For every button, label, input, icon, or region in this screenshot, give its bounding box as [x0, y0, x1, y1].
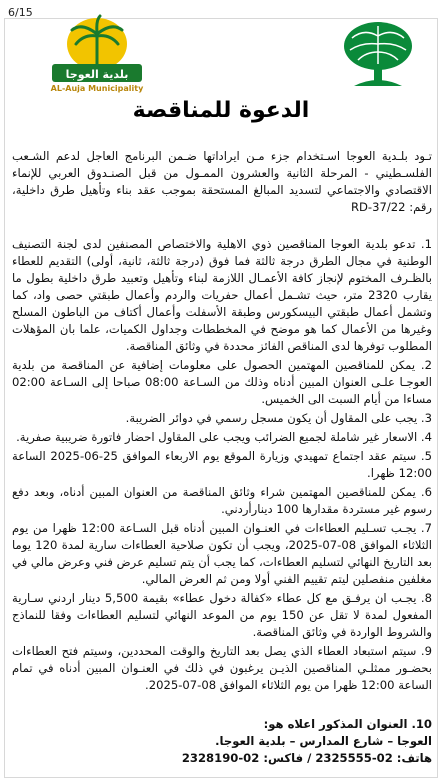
- palm-tree-emblem: [336, 16, 420, 92]
- municipality-logo: [38, 14, 156, 94]
- list-item: 1. تدعو بلدية العوجا المناقصين ذوي الاهلية والاختصاص المصنفين لدى لجنة التصنيف الوطنية في مجال الطرق درجة ثالثة فما فوق (درجة ثالثة، ثانية، أولى) التقديم للعطاء بالظـرف المختوم لإنجاز كافة الأعمـال اللازمة لبناء وتأهيل وتعبيد طرق داخلية بطول ما يقارب 2320 متر، حيث تشـمل أعمال حفريات والردم وأعمال طبقتي حصى واد، كما وتشمل أعمال طبقتي البيسكورس وطبقة الأسفلت وأعمال أكتاف من الباطون المسلح وغيرها من الأعمال كما هو موضح في المخططات وجداول الكميات، علما بان المؤهلات المطلوب توفرها لدى المناقص الفائز محددة في وثائق المناقصة.: [12, 237, 433, 353]
- header: [8, 14, 434, 93]
- intro-paragraph: [12, 148, 432, 216]
- address-heading: 10. العنوان المذكور اعلاه هو:: [263, 717, 432, 731]
- intro-text: تـود بلـدية العوجا اسـتخدام جزء مـن ايراداتها ضـمن البرنامج العاجل لدعم الشـعب الفلسـطيني - المرحلة الثانية والعشرون الممـول من قبل الصنـدوق العربي للإنماء الاقتصادي والاجتماعي لتسديد المبالغ المستحقة بموجب عقد بناء وتأهيل طرق داخلية، رقم:: [12, 149, 432, 214]
- address-block: [12, 716, 432, 767]
- list-item: 6. يمكن للمناقصين المهتمين شراء وثائق المناقصة من العنوان المبين أدناه، وبعد دفع رسوم غير مستردة مقدارها 100 دينارأردني.: [12, 485, 432, 516]
- address-line: العوجا – شارع المدارس – بلدية العوجا.: [215, 734, 432, 748]
- logo-name-en: AL-Auja Municipality: [50, 84, 144, 93]
- list-item: 8. يجـب ان يرفـق مع كل عطاء «كفالة دخول عطاء» بقيمة 5,500 دينار اردني سـارية المفعول لمدة لا تقل عن 150 يوم من الموعد النهائي لتسليم العطاءات وفقا للنماذج والشروط الواردة في وثائق المناقصة.: [12, 591, 432, 639]
- page-title: الدعوة للمناقصة: [132, 98, 310, 123]
- list-item: 2. يمكن للمناقصين المهتمين الحصول على معلومات إضافية عن المناقصة من بلدية العوجـا علـى العنوان المبين أدناه وذلك من السـاعة 08:00 صباحا إلى السـاعة 02:00 مساءا من أيام السبت الى الخميس.: [12, 358, 432, 406]
- list-item: 4. الاسعار غير شاملة لجميع الضرائب ويجب على المقاول احضار فاتورة ضريبية صفرية.: [16, 430, 432, 444]
- list-item: 3. يجب على المقاول أن يكون مسجل رسمي في دوائر الضريبة.: [125, 411, 432, 425]
- list-item: 5. سيتم عقد اجتماع تمهيدي وزيارة الموقع يوم الاربعاء الموافق 25-06-2025 الساعة 12:00 ظهرا.: [12, 449, 432, 480]
- list-item: 9. سيتم استبعاد العطاء الذي يصل بعد التاريخ والوقت المحددين، وسيتم فتح العطاءات بحضـور ممثلـي المناقصين الذيـن يرغبون في ذلك في العنـوان المبين أدناه في تمام الساعة 12:00 ظهرا من يوم الثلاثاء الموافق 08-07-2025.: [12, 644, 432, 692]
- contact-line: هاتف: 02-2325555 / فاكس: 02-2328190: [181, 751, 432, 765]
- logo-name-ar: بلدية العوجا: [65, 68, 129, 81]
- tender-reference: 22/RD-37: [350, 200, 406, 214]
- tender-terms-list: [12, 236, 432, 696]
- page-number: 6/15: [8, 6, 33, 19]
- list-item: 7. يجـب تسـليم العطاءات في العنـوان المبين أدناه قبل السـاعة 12:00 ظهرا من يوم الثلاثاء الموافق 08-07-2025، ويجب أن تكون صلاحية العطاءات سارية لمدة 120 يوما بعد التاريخ النهائي لتسليم العطاءات، كما يجب أن يتم تسليم عرض فني وعرض مالي في مغلفين منفصلين ليتم تقييم الفني أولا ومن ثم العرض المالي.: [12, 521, 432, 586]
